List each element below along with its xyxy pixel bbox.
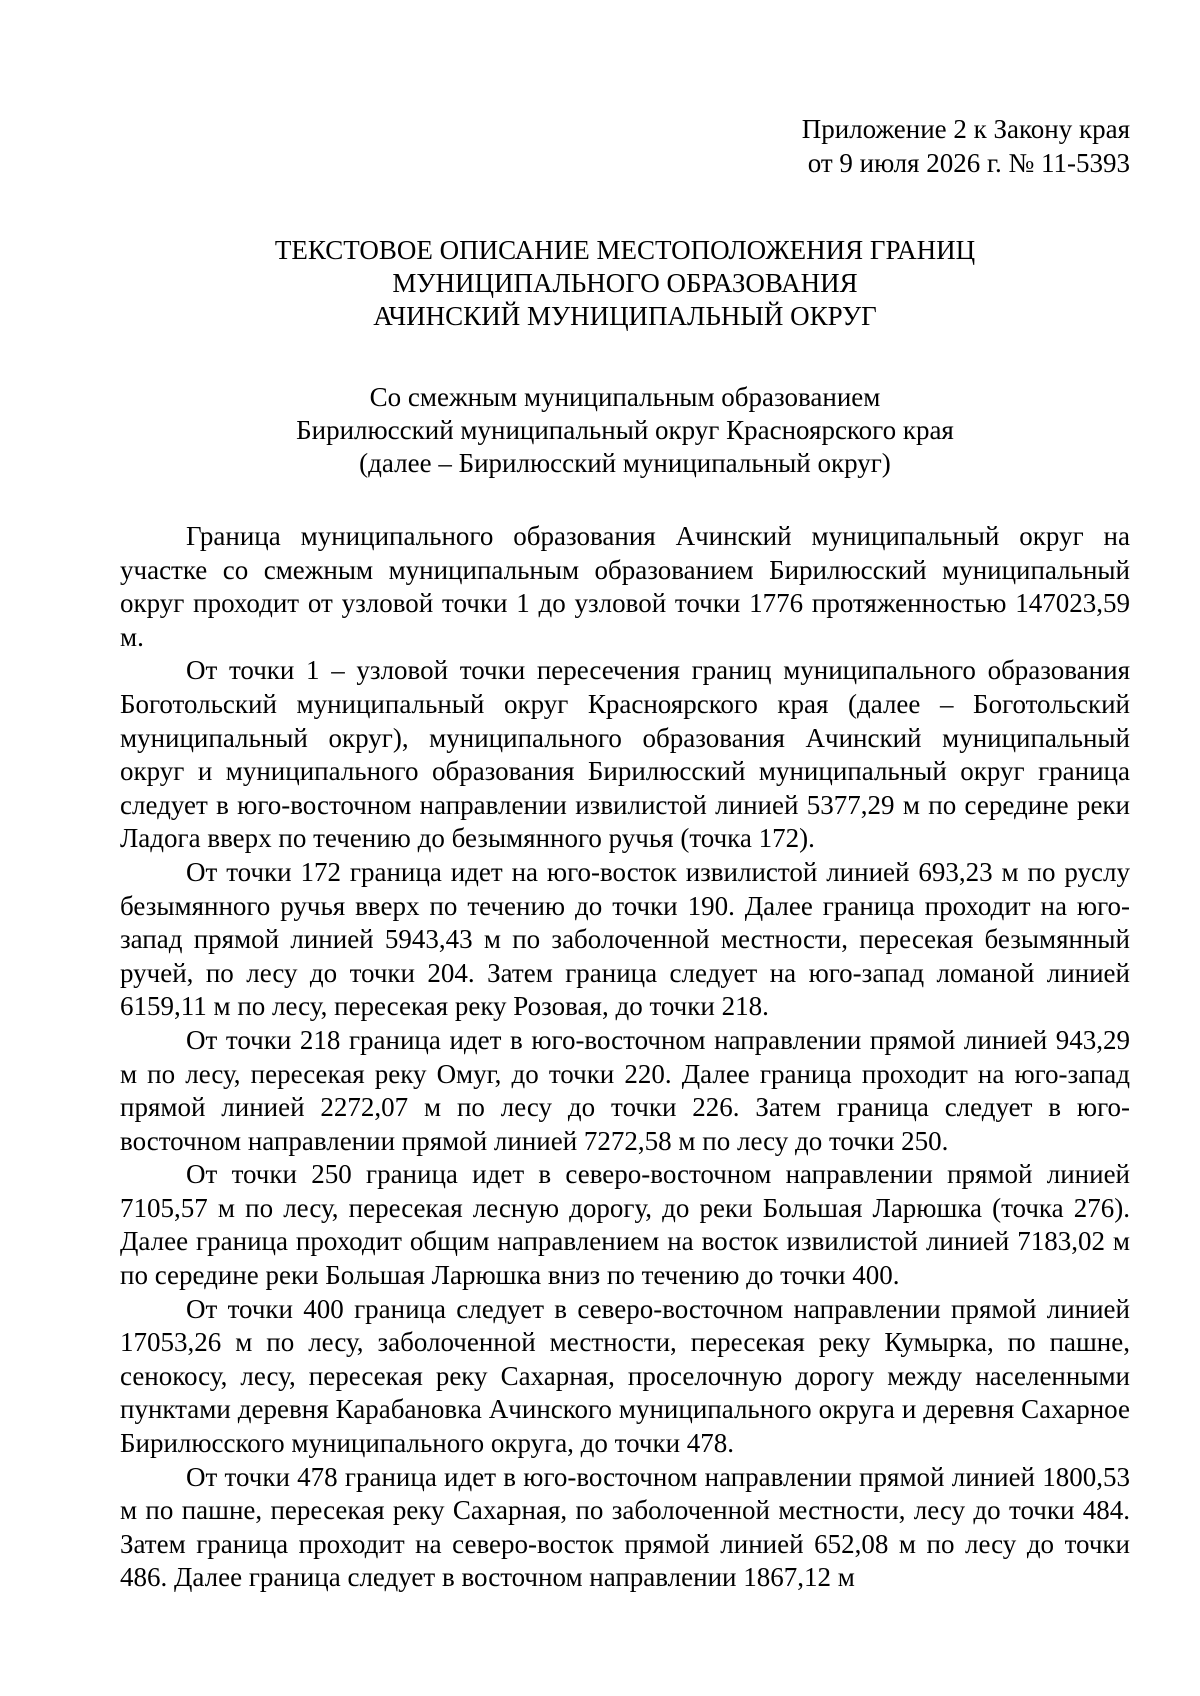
appendix-reference xyxy=(120,112,1130,180)
appendix-line-2: от 9 июля 2026 г. № 11-5393 xyxy=(807,148,1130,178)
subtitle-line-3: (далее – Бирилюсский муниципальный округ) xyxy=(359,448,891,478)
document-page xyxy=(120,112,1130,1595)
paragraph: Граница муниципального образования Ачинский муниципальный округ на участке со смежным муниципальным образованием Бирилюсский муниципальный округ проходит от узловой точки 1 до узловой точки 1776 протяженностью 147023,59 м. xyxy=(120,521,1130,652)
title-line-1: ТЕКСТОВОЕ ОПИСАНИЕ МЕСТОПОЛОЖЕНИЯ ГРАНИЦ xyxy=(274,235,976,265)
appendix-line-1: Приложение 2 к Закону края xyxy=(801,114,1130,144)
paragraph: От точки 218 граница идет в юго-восточном направлении прямой линией 943,29 м по лесу, пересекая реку Омуг, до точки 220. Далее граница проходит на юго-запад прямой линией 2272,07 м по лесу до точки 226. Затем граница следует в юго-восточном направлении прямой линией 7272,58 м по лесу до точки 250. xyxy=(120,1024,1130,1156)
paragraph: От точки 400 граница следует в северо-восточном направлении прямой линией 17053,26 м по лесу, заболоченной местности, пересекая реку Кумырка, по пашне, сенокосу, лесу, пересекая реку Сахарная, проселочную дорогу между населенными пунктами деревня Карабановка Ачинского муниципального округа и деревня Сахарное Бирилюсского муниципального округа, до точки 478. xyxy=(120,1293,1130,1459)
document-subtitle xyxy=(120,381,1130,480)
document-body xyxy=(120,520,1130,1595)
paragraph: От точки 478 граница идет в юго-восточном направлении прямой линией 1800,53 м по пашне, пересекая реку Сахарная, по заболоченной местности, лесу до точки 484. Затем граница проходит на северо-восток прямой линией 652,08 м по лесу до точки 486. Далее граница следует в восточном направлении 1867,12 м xyxy=(120,1461,1130,1593)
subtitle-line-2: Бирилюсский муниципальный округ Красноярского края xyxy=(296,415,954,445)
title-line-2: МУНИЦИПАЛЬНОГО ОБРАЗОВАНИЯ xyxy=(392,268,858,298)
paragraph: От точки 1 – узловой точки пересечения границ муниципального образования Боготольский муниципальный округ Красноярского края (далее – Боготольский муниципальный округ), муниципального образования Ачинский муниципальный округ и муниципального образования Бирилюсский муниципальный округ граница следует в юго-восточном направлении извилистой линией 5377,29 м по середине реки Ладога вверх по течению до безымянного ручья (точка 172). xyxy=(120,655,1130,854)
subtitle-line-1: Со смежным муниципальным образованием xyxy=(369,382,881,412)
title-line-3: АЧИНСКИЙ МУНИЦИПАЛЬНЫЙ ОКРУГ xyxy=(373,301,877,331)
paragraph: От точки 250 граница идет в северо-восточном направлении прямой линией 7105,57 м по лесу, пересекая лесную дорогу, до реки Большая Ларюшка (точка 276). Далее граница проходит общим направлением на восток извилистой линией 7183,02 м по середине реки Большая Ларюшка вниз по течению до точки 400. xyxy=(120,1159,1130,1291)
paragraph: От точки 172 граница идет на юго-восток извилистой линией 693,23 м по руслу безымянного ручья вверх по течению до точки 190. Далее граница проходит на юго-запад прямой линией 5943,43 м по заболоченной местности, пересекая безымянный ручей, по лесу до точки 204. Затем граница следует на юго-запад ломаной линией 6159,11 м по лесу, пересекая реку Розовая, до точки 218. xyxy=(120,856,1130,1022)
document-title xyxy=(120,234,1130,333)
